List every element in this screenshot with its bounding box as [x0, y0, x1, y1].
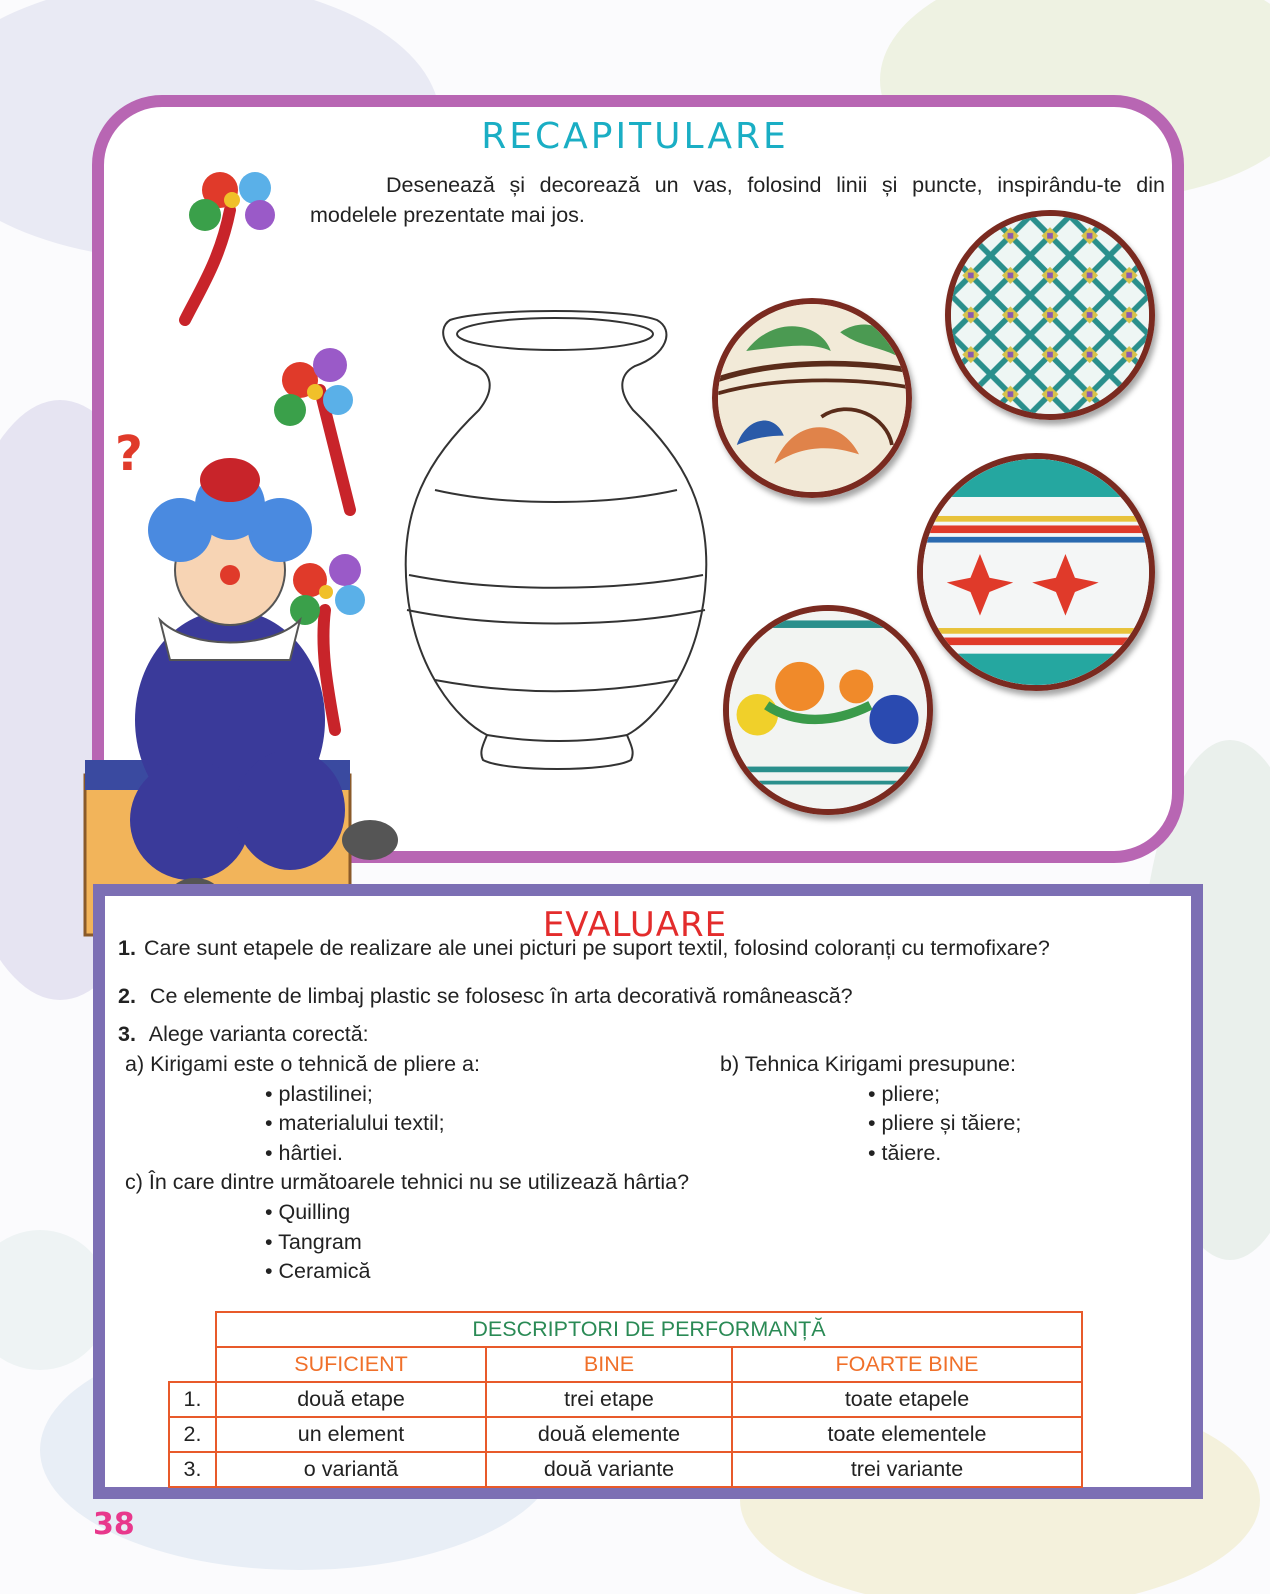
page-number: 38 — [93, 1507, 135, 1542]
subquestion-a: a) Kirigami este o tehnică de pliere a: — [125, 1052, 480, 1076]
table-cell: o variantă — [216, 1452, 486, 1487]
option-b-2: • pliere și tăiere; — [868, 1111, 1022, 1135]
option-c-2: • Tangram — [265, 1230, 362, 1254]
question-3 — [118, 1022, 369, 1047]
column-bine: BINE — [486, 1347, 732, 1382]
row-number: 1. — [169, 1382, 216, 1417]
table-row — [169, 1417, 1082, 1452]
question-2 — [118, 984, 853, 1009]
question-1-text: Care sunt etapele de realizare ale unei picturi pe suport textil, folosind coloranți cu termofixare? — [143, 936, 1050, 960]
question-2-text: Ce elemente de limbaj plastic se folosesc în arta decorativă românească? — [149, 984, 853, 1008]
table-cell: două etape — [216, 1382, 486, 1417]
svg-text:?: ? — [115, 426, 143, 482]
table-cell: toate etapele — [732, 1382, 1082, 1417]
vase-outline-drawing — [395, 310, 717, 780]
embroidery-pattern-diamonds-image — [945, 210, 1155, 420]
performance-descriptors-table — [168, 1311, 1083, 1488]
option-c-1: • Quilling — [265, 1200, 351, 1224]
table-cell: două elemente — [486, 1417, 732, 1452]
subquestion-b: b) Tehnica Kirigami presupune: — [720, 1052, 1016, 1076]
ceramic-pattern-image — [712, 298, 912, 498]
subquestion-c: c) În care dintre următoarele tehnici nu se utilizează hârtia? — [125, 1170, 690, 1194]
embroidery-pattern-flowers-image — [723, 605, 933, 815]
option-a-2: • materialului textil; — [265, 1111, 445, 1135]
table-cell: un element — [216, 1417, 486, 1452]
question-3-text: Alege varianta corectă: — [148, 1022, 369, 1046]
table-row — [169, 1382, 1082, 1417]
question-1-number: 1. — [118, 936, 136, 960]
recapitulare-title: RECAPITULARE — [481, 116, 789, 157]
option-c-3: • Ceramică — [265, 1259, 371, 1283]
column-suficient: SUFICIENT — [216, 1347, 486, 1382]
embroidery-pattern-red-stars-image — [917, 453, 1155, 691]
option-a-3: • hârtiei. — [265, 1141, 344, 1165]
option-b-1: • pliere; — [868, 1082, 941, 1106]
question-2-number: 2. — [118, 984, 136, 1008]
recapitulare-instruction: Desenează și decorează un vas, folosind linii și puncte, inspirându-te din modelele prezentate mai jos. — [310, 173, 1165, 227]
option-a-1: • plastilinei; — [265, 1082, 373, 1106]
option-b-3: • tăiere. — [868, 1141, 942, 1165]
table-cell: trei variante — [732, 1452, 1082, 1487]
row-number: 2. — [169, 1417, 216, 1452]
clown-juggler-illustration — [80, 160, 410, 940]
row-number: 3. — [169, 1452, 216, 1487]
table-header: DESCRIPTORI DE PERFORMANȚĂ — [216, 1312, 1082, 1347]
table-cell: trei etape — [486, 1382, 732, 1417]
column-foarte-bine: FOARTE BINE — [732, 1347, 1082, 1382]
balloon-flower-icon — [185, 172, 275, 320]
table-row — [169, 1452, 1082, 1487]
table-cell: două variante — [486, 1452, 732, 1487]
question-1 — [118, 936, 1050, 961]
question-3-number: 3. — [118, 1022, 136, 1046]
evaluare-title: EVALUARE — [542, 905, 728, 945]
table-cell: toate elementele — [732, 1417, 1082, 1452]
